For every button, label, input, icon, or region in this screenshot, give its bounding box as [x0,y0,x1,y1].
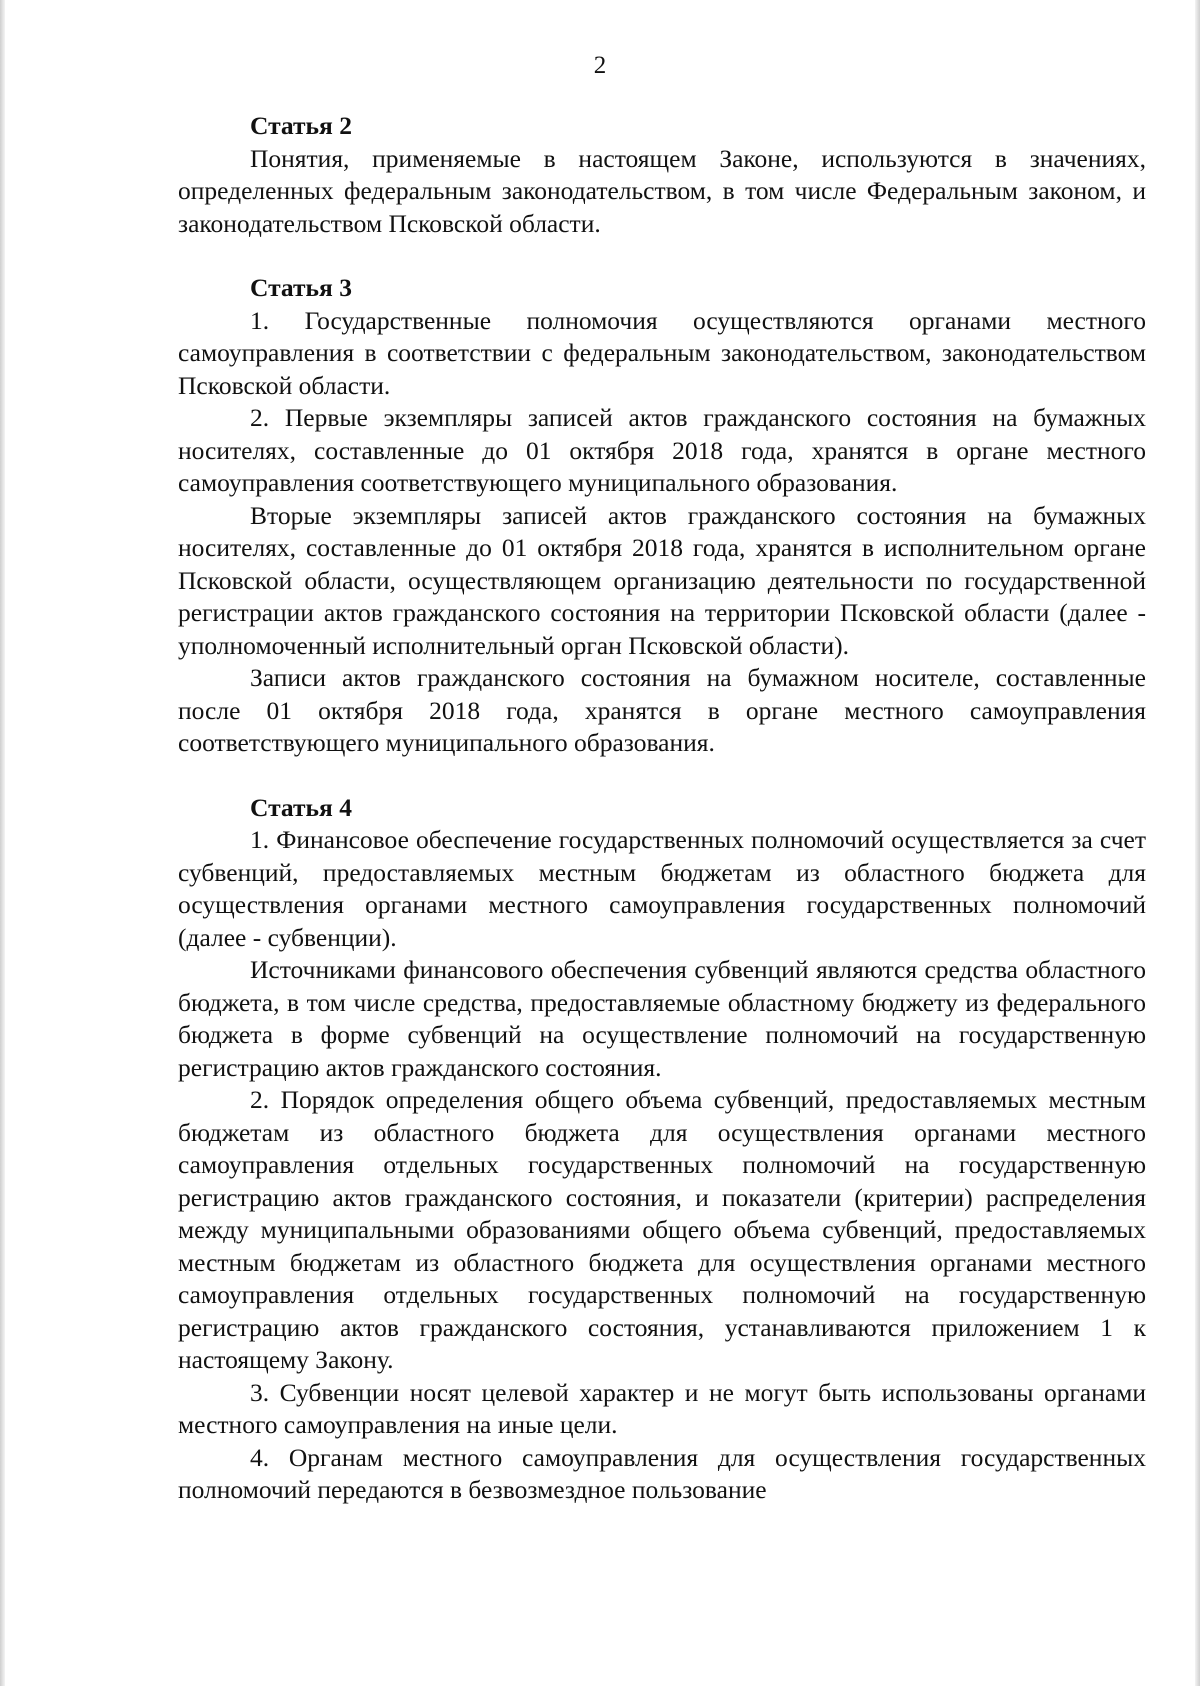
article-2 [178,110,1146,240]
article-paragraph: 3. Субвенции носят целевой характер и не могут быть использованы органами местного самоуправления на иные цели. [178,1377,1146,1439]
scan-edge-right [1195,0,1200,1686]
article-title: Статья 3 [250,273,352,302]
article-paragraph: 4. Органам местного самоуправления для осуществления государственных полномочий передаются в безвозмездное пользование [178,1442,1146,1504]
article-paragraph: Записи актов гражданского состояния на бумажном носителе, составленные после 01 октября 2018 года, хранятся в органе местного самоуправления соответствующего муниципального образования. [178,663,1146,757]
article-paragraph: Источниками финансового обеспечения субвенций являются средства областного бюджета, в том числе средства, предоставляемые областному бюджету из федерального бюджета в форме субвенций на осуществление полномочий на государственную регистрацию актов гражданского состояния. [178,955,1146,1082]
scan-edge-left [0,0,5,1686]
page-number: 2 [593,52,607,79]
article-paragraph: 2. Порядок определения общего объема субвенций, предоставляемых местным бюджетам из областного бюджета для осуществления органами местного самоуправления отдельных государственных полномочий на государственную регистрацию актов гражданского состояния, и показатели (критерии) распределения между муниципальными образованиями общего объема субвенций, предоставляемых местным бюджетам из областного бюджета для осуществления органами местного самоуправления отдельных государственных полномочий на государственную регистрацию актов гражданского состояния, устанавливаются приложением 1 к настоящему Закону. [178,1085,1146,1374]
article-paragraph: Понятия, применяемые в настоящем Законе, используются в значениях, определенных федеральным законодательством, в том числе Федеральным законом, и законодательством Псковской области. [178,143,1146,238]
article-paragraph: 1. Государственные полномочия осуществляются органами местного самоуправления в соответствии с федеральным законодательством, законодательством Псковской области. [178,305,1146,400]
document-body [178,110,1146,1539]
article-paragraph: 1. Финансовое обеспечение государственных полномочий осуществляется за счет субвенций, предоставляемых местным бюджетам из областного бюджета для осуществления органами местного самоуправления государственных полномочий (далее - субвенции). [178,825,1146,952]
article-paragraph: 2. Первые экземпляры записей актов гражданского состояния на бумажных носителях, составленные до 01 октября 2018 года, хранятся в органе местного самоуправления соответствующего муниципального образования. [178,403,1146,497]
article-title: Статья 4 [250,792,352,822]
article-4 [178,792,1146,1507]
article-paragraph: Вторые экземпляры записей актов гражданского состояния на бумажных носителях, составленные до 01 октября 2018 года, хранятся в исполнительном органе Псковской области, осуществляющем организацию деятельности по государственной регистрации актов гражданского состояния на территории Псковской области (далее - уполномоченный исполнительный орган Псковской области). [178,500,1146,660]
article-title: Статья 2 [250,111,352,140]
article-3 [178,272,1146,760]
